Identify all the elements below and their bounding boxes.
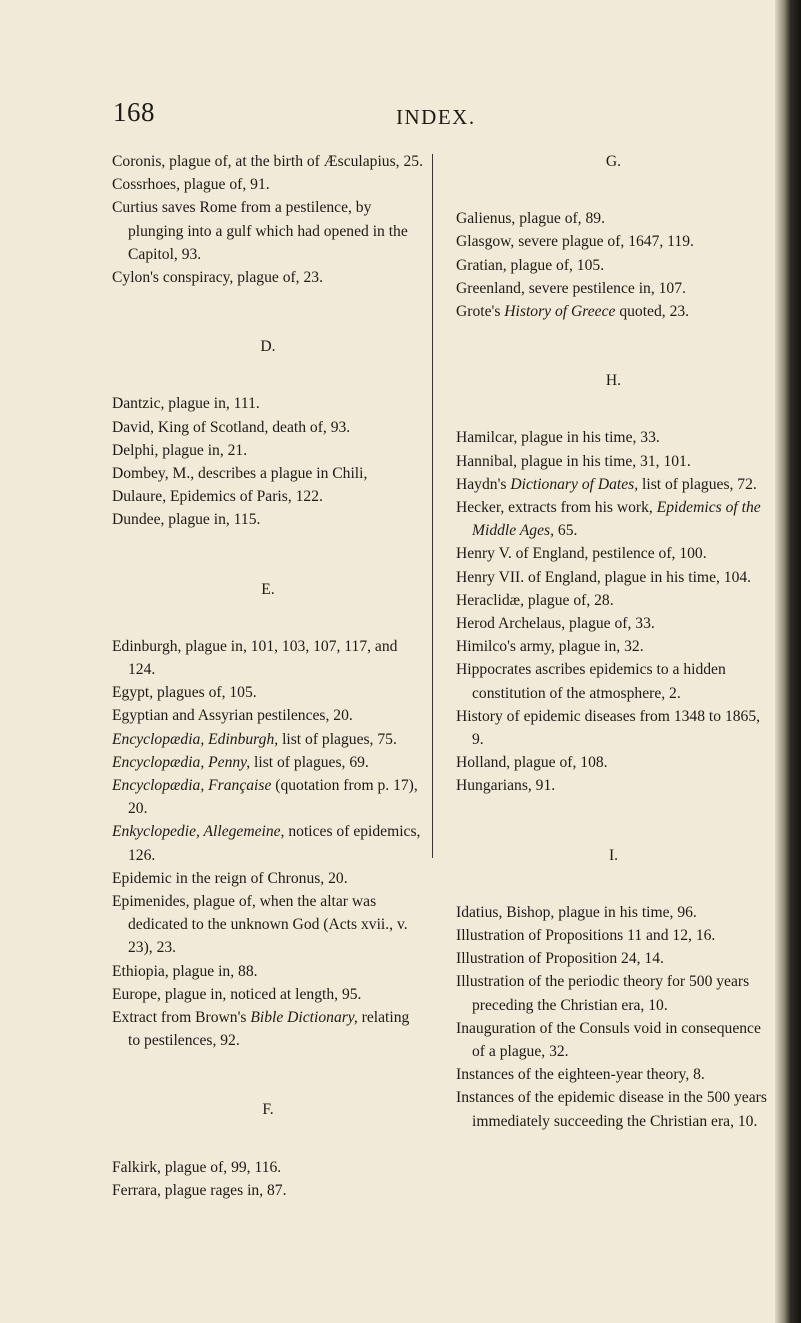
italic-title: Encyclopædia, Edinburgh,	[112, 730, 279, 748]
index-entry: Dulaure, Epidemics of Paris, 122.	[112, 488, 323, 506]
section-letter-f: F.	[262, 1101, 274, 1119]
index-entry	[112, 751, 424, 774]
index-entry: Europe, plague in, noticed at length, 95.	[112, 985, 362, 1003]
index-entry: Heraclidæ, plague of, 28.	[456, 591, 614, 609]
index-entry	[112, 728, 424, 751]
index-entry: Epidemic in the reign of Chronus, 20.	[112, 869, 348, 887]
index-entry: Gratian, plague of, 105.	[456, 256, 605, 274]
entry-text: Hecker, extracts from his work,	[456, 499, 657, 516]
index-entry: Greenland, severe pestilence in, 107.	[456, 279, 686, 297]
entry-text: list of plagues, 69.	[250, 753, 369, 771]
index-entry	[112, 774, 424, 820]
index-entry: Himilco's army, plague in, 32.	[456, 638, 644, 656]
entry-text: list of plagues, 75.	[278, 730, 397, 748]
entry-text: 65.	[554, 522, 578, 540]
index-entry	[456, 300, 771, 323]
entry-text: (quotation from p. 17), 20.	[128, 777, 418, 818]
index-entry: Dombey, M., describes a plague in Chili,	[112, 465, 368, 483]
index-entry: Hippocrates ascribes epidemics to a hidden constitution of the atmosphere, 2.	[456, 661, 726, 702]
italic-title: Enkyclopedie, Allegemeine,	[112, 823, 285, 841]
index-entry: Galienus, plague of, 89.	[456, 210, 605, 228]
index-entry: Dundee, plague in, 115.	[112, 511, 261, 529]
index-entry: Cossrhoes, plague of, 91.	[112, 176, 270, 194]
index-entry: Illustration of Proposition 24, 14.	[456, 950, 664, 968]
index-entry: Edinburgh, plague in, 101, 103, 107, 117, and 124.	[112, 637, 398, 679]
column-divider	[432, 154, 433, 858]
index-entry: Dantzic, plague in, 111.	[112, 395, 260, 413]
index-entry	[112, 1006, 424, 1052]
running-head: INDEX.	[396, 105, 476, 129]
section-letter-e: E.	[261, 580, 275, 598]
index-entry: Henry VII. of England, plague in his time, 104.	[456, 568, 752, 586]
index-entry	[456, 473, 771, 496]
index-entry: Coronis, plague of, at the birth of Æsculapius, 25.	[112, 153, 423, 170]
index-entry: Curtius saves Rome from a pestilence, by plunging into a gulf which had opened in the Capitol, 93.	[112, 199, 408, 263]
italic-title: Encyclopædia, Penny,	[112, 753, 251, 771]
index-entry: History of epidemic diseases from 1348 to 1865, 9.	[456, 707, 761, 749]
section-g	[456, 207, 771, 323]
entry-text: list of plagues, 72.	[638, 475, 757, 493]
index-entry	[456, 496, 771, 542]
index-entry: Glasgow, severe plague of, 1647, 119.	[456, 233, 694, 251]
left-column	[112, 150, 424, 1202]
entry-text: Extract from Brown's	[112, 1009, 251, 1027]
section-i	[456, 901, 771, 1133]
index-entry: Illustration of the periodic theory for 500 years preceding the Christian era, 10.	[456, 973, 750, 1014]
index-entry	[112, 820, 424, 866]
entry-text: Haydn's	[456, 475, 511, 493]
section-letter-i: I.	[608, 846, 619, 864]
index-entry: Henry V. of England, pestilence of, 100.	[456, 545, 707, 563]
section-c	[112, 150, 424, 289]
italic-title: Bible Dictionary,	[250, 1009, 358, 1027]
index-entry: Idatius, Bishop, plague in his time, 96.	[456, 903, 697, 921]
index-entry: Egyptian and Assyrian pestilences, 20.	[112, 707, 353, 725]
italic-title: Epidemics of the Middle Ages,	[472, 499, 761, 540]
index-entry: Instances of the epidemic disease in the 500 years immediately succeeding the Christian era, 10.	[456, 1089, 767, 1130]
entry-text: relating to pestilences, 92.	[128, 1009, 410, 1050]
italic-title: Encyclopædia, Française	[112, 777, 272, 795]
index-entry: Cylon's conspiracy, plague of, 23.	[112, 269, 323, 287]
section-d	[112, 392, 424, 531]
section-letter-d: D.	[260, 338, 276, 356]
right-column	[456, 150, 771, 1133]
index-entry: Egypt, plagues of, 105.	[112, 684, 257, 702]
index-entry: Delphi, plague in, 21.	[112, 441, 248, 459]
entry-text: Grote's	[456, 303, 505, 320]
index-entry: Ferrara, plague rages in, 87.	[112, 1181, 287, 1199]
index-entry: Herod Archelaus, plague of, 33.	[456, 615, 655, 633]
index-entry: Hamilcar, plague in his time, 33.	[456, 429, 660, 447]
entry-text: quoted, 23.	[615, 303, 690, 320]
page-number: 168	[113, 97, 155, 127]
section-letter-h: H.	[605, 372, 622, 390]
italic-title: Dictionary of Dates,	[510, 475, 639, 493]
section-f	[112, 1156, 424, 1202]
index-entry: David, King of Scotland, death of, 93.	[112, 418, 351, 436]
index-entry: Ethiopia, plague in, 88.	[112, 962, 258, 980]
entry-text: notices of epidemics, 126.	[128, 823, 421, 864]
index-entry: Instances of the eighteen-year theory, 8.	[456, 1066, 705, 1084]
index-entry: Holland, plague of, 108.	[456, 754, 608, 772]
index-entry: Epimenides, plague of, when the altar was dedicated to the unknown God (Acts xvii., v. 23), 23.	[112, 893, 408, 957]
section-e	[112, 635, 424, 1053]
italic-title: History of Greece	[504, 303, 616, 320]
index-entry: Illustration of Propositions 11 and 12, 16.	[456, 927, 716, 945]
index-entry: Falkirk, plague of, 99, 116.	[112, 1158, 282, 1176]
page-binding-edge	[775, 0, 801, 1323]
index-entry: Inauguration of the Consuls void in consequence of a plague, 32.	[456, 1019, 761, 1061]
section-h	[456, 426, 771, 797]
section-letter-g: G.	[605, 153, 622, 170]
index-entry: Hannibal, plague in his time, 31, 101.	[456, 452, 691, 470]
index-entry: Hungarians, 91.	[456, 777, 556, 795]
